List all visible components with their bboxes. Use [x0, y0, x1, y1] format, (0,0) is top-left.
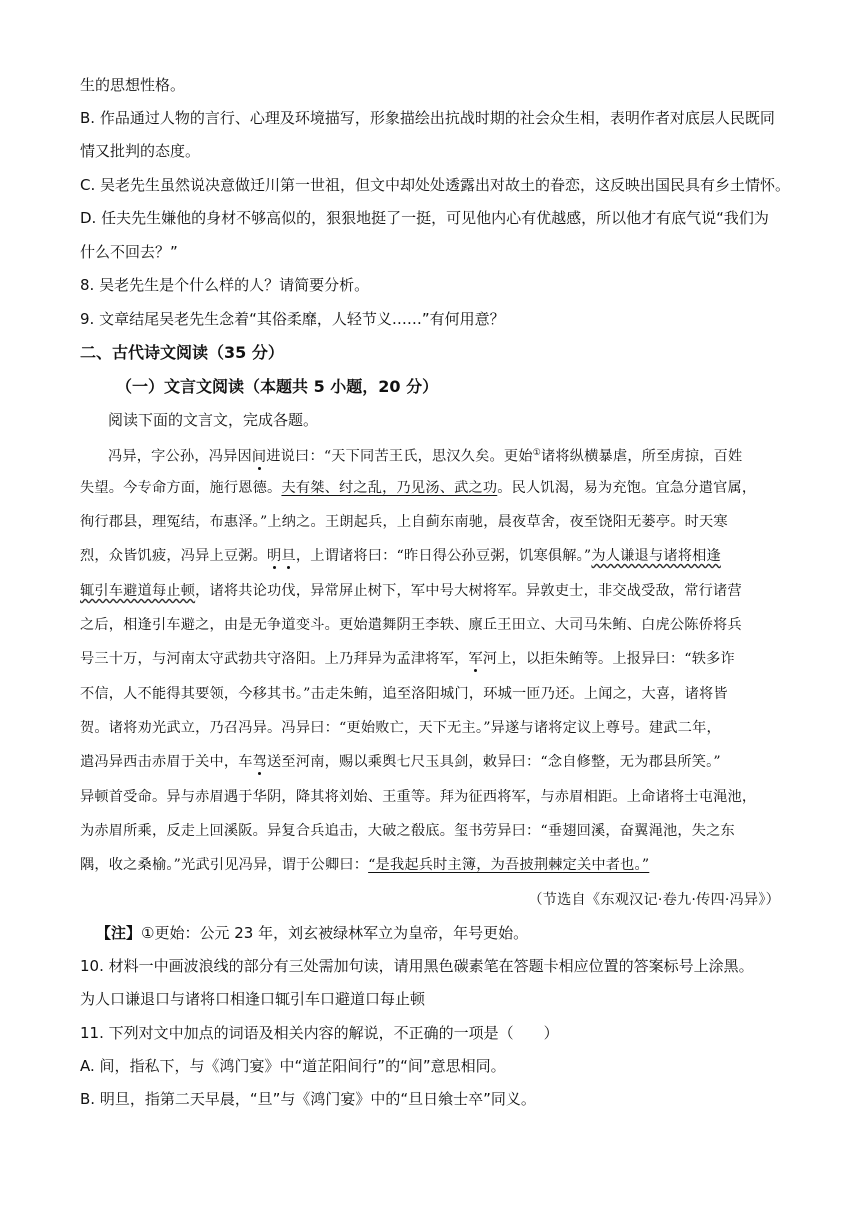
dotted-word-dan: 旦	[281, 548, 296, 564]
question-11: 11. 下列对文中加点的词语及相关内容的解说，不正确的一项是（ ）	[80, 1024, 559, 1042]
option-d-continuation: 什么不回去？”	[80, 243, 178, 261]
footnote-label: 【注】	[96, 924, 142, 942]
dotted-word-ming: 明	[267, 548, 282, 564]
option-b: B. 作品通过人物的言行、心理及环境描写，形象描绘出抗战时期的社会众生相，表明作者对底层人民既同	[80, 109, 775, 127]
footnote	[96, 922, 780, 944]
dotted-word-jian: 间	[251, 448, 267, 465]
question-10: 10. 材料一中画波浪线的部分有三处需加句读，请用黑色碳素笔在答题卡相应位置的答案标号上涂黑。	[80, 957, 754, 975]
passage-line: 之后，相逢引车避之，由是无争道变斗。更始遣舞阴王李轶、廪丘王田立、大司马朱鲔、白虎公陈侨将兵	[80, 617, 742, 633]
passage-source: （节选自《东观汉记·卷九·传四·冯异》）	[528, 892, 780, 908]
question-8: 8. 吴老先生是个什么样的人？请简要分析。	[80, 276, 370, 294]
wavy-underlined-sentence: 为人谦退与诸将相逢	[591, 548, 721, 564]
passage-line: 冯异，字公孙，冯异因间进说曰：“天下同苦王氏，思汉久矣。更始①诸将纵横暴虐，所至虏掠，百姓	[108, 448, 743, 465]
section-heading: 二、古代诗文阅读（35 分）	[80, 343, 284, 362]
option-a-continuation: 生的思想性格。	[80, 76, 186, 94]
passage-line: 失望。今专命方面，施行恩德。夫有桀、纣之乱，乃见汤、武之功。民人饥渴，易为充饱。宜急分遣官属，	[80, 480, 757, 496]
dotted-word-jia: 驾	[252, 754, 268, 770]
footnote-marker: ①	[532, 448, 541, 458]
question-9: 9. 文章结尾吴老先生念着“其俗柔靡，人轻节义……”有何用意？	[80, 310, 505, 328]
question-10-answer-options: 为人口谦退口与诸将口相逢口辄引车口避道口每止顿	[80, 990, 426, 1008]
dotted-word-jun: 军	[468, 651, 483, 667]
passage-line: 遣冯异西击赤眉于关中，车驾送至河南，赐以乘舆七尺玉具剑，敕异曰：“念自修整，无为郡县所笑。”	[80, 754, 721, 770]
passage-line: 贺。诸将劝光武立，乃召冯异。冯异曰：“更始败亡，天下无主。”异遂与诸将定议上尊号。建武二年，	[80, 720, 721, 736]
subsection-heading: （一）文言文阅读（本题共 5 小题，20 分）	[116, 377, 439, 396]
footnote-text: ①更始：公元 23 年，刘玄被绿林军立为皇帝，年号更始。	[141, 924, 529, 942]
passage-line: 不信，人不能得其要领，今移其书。”击走朱鲔，追至洛阳城门，环城一匝乃还。上闻之，大喜，诸将皆	[80, 686, 728, 702]
underlined-sentence: 夫有桀、纣之乱，乃见汤、武之功	[281, 480, 498, 496]
instruction-text: 阅读下面的文言文，完成各题。	[108, 411, 319, 429]
passage-line: 辄引车避道每止顿，诸将共论功伐，异常屏止树下，军中号大树将军。异敦吏士，非交战受敌，常行诸营	[80, 583, 742, 599]
passage-line: 隅，收之桑榆。”光武引见冯异，谓于公卿曰：“是我起兵时主簿，为吾披荆棘定关中者也。”	[80, 857, 650, 873]
passage-line: 异顿首受命。异与赤眉遇于华阴，降其将刘始、王重等。拜为征西将军，与赤眉相距。上命诸将士屯渑池，	[80, 789, 757, 805]
question-11-option-b: B. 明旦，指第二天早晨，“旦”与《鸿门宴》中的“旦日飨士卒”同义。	[80, 1090, 536, 1108]
question-11-option-a: A. 间，指私下，与《鸿门宴》中“道芷阳间行”的“间”意思相同。	[80, 1057, 506, 1075]
passage-line: 为赤眉所乘，反走上回溪阪。异复合兵追击，大破之殽底。玺书劳异曰：“垂翅回溪，奋翼渑池，失之东	[80, 823, 735, 839]
option-c: C. 吴老先生虽然说决意做迁川第一世祖，但文中却处处透露出对故土的眷恋，这反映出国民具有乡土情怀。	[80, 176, 791, 194]
passage-line: 徇行郡县，理冤结，布惠泽。”上纳之。王朗起兵，上自蓟东南驰，晨夜草舍，夜至饶阳无蒌亭。时天寒	[80, 514, 728, 530]
option-b-continuation: 情又批判的态度。	[80, 142, 201, 160]
wavy-underlined-sentence: 辄引车避道每止顿	[80, 583, 196, 599]
passage-line: 烈，众皆饥疲，冯异上豆粥。明旦，上谓诸将曰：“昨日得公孙豆粥，饥寒俱解。”为人谦退与诸将相逢	[80, 548, 721, 564]
option-d: D. 任夫先生嫌他的身材不够高似的，狠狠地挺了一挺，可见他内心有优越感，所以他才有底气说“我们为	[80, 209, 769, 227]
passage-line: 号三十万，与河南太守武勃共守洛阳。上乃拜异为孟津将军，军河上，以拒朱鲔等。上报异曰：“轶多诈	[80, 651, 735, 667]
underlined-sentence: “是我起兵时主簿，为吾披荆棘定关中者也。”	[368, 857, 650, 873]
